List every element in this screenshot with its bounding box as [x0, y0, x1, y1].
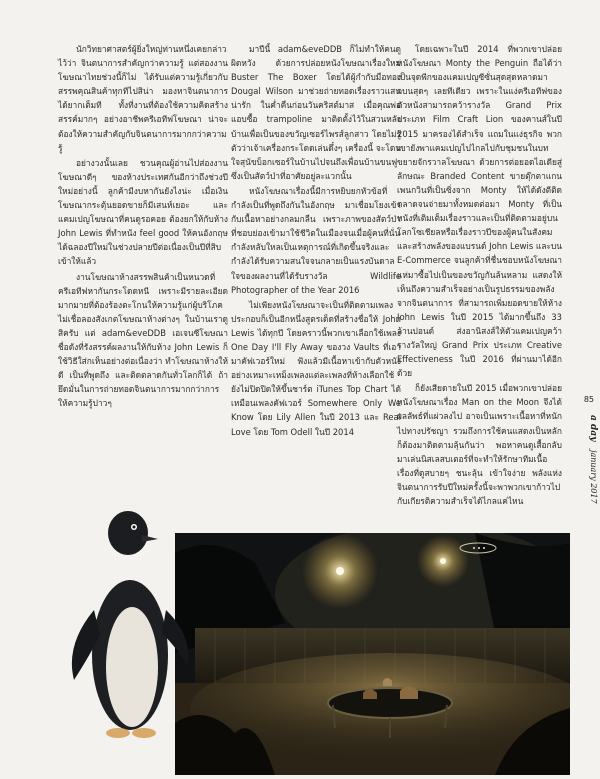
paragraph: งานโฆษณาห้างสรรพสินค้าเป็นหนวดที่ครีเอทีฟหากันกระโดดหนี เพราะมีรายละเอียดมากมายที่ต้องร้องตะโกนให้ความรู้แก่ผู้บริโภค ไม่เชื่อลองสังเกตโฆษณาห้างต่างๆ ในบ้านเราดูสิครับ แต่ adam&eveDDB เอเจนซีโฆษณาชื่อดังที่รังสรรค์ผลงานให้กับห้าง John Lewis ก็ใช้วิธีใส่กเห็นอย่างต่อเนื่องว่า ทำโฆษณาห้างให้ดี เป็นที่พูดถึง และติดตลาดกันทั่วโลกก็ได้ ถ้ายึดมั่นในการถ่ายทอดจินตนาการมากกว่าการให้ความรู้ปาวๆ [58, 271, 228, 409]
issue-date: january 2017 [589, 450, 598, 504]
magazine-name: a day [588, 415, 598, 442]
text-column-1 [58, 42, 228, 411]
page-number: 85 [583, 395, 594, 404]
text-column-2 [231, 42, 401, 440]
paragraph: ก็ยังเสียดายในปี 2015 เมื่อพวกเขาปล่อยหนังโฆษณาเรื่อง Man on the Moon จึงได้ผลลัพธ์ที่แผ่วลงไป อาจเป็นเพราะเนื้อหาที่หนักไปทางปรัชญา รวมถึงการใช้คนแสดงเป็นหลัก ก็ต้องมาติดตามลุ้นกันว่า พอหาคนดูเสื้อกลับมาเล่นนิสเลสบเตอร์ที่จะทำให้รักษาทีมเนื้อเรื่องที่ดูสบายๆ ชนะลุ้น เข้าใจง่าย พลังแห่งจินตนาการรับปีใหม่ครั้งนี้จะพาพวกเขาก้าวไปกับเกียรติความสำเร็จได้ไกลแค่ไหน [397, 383, 562, 506]
paragraph: มาปีนี้ adam&eveDDB ก็ไม่ทำให้คนดูผิดหวัง ด้วยการปล่อยหนังโฆษณาเรื่องใหม่ Buster The Boxer โดยได้ผู้กำกับมือทอง Dougal Wilson มาช่วยถ่ายทอดเรื่องราวแสนน่ารัก ในค่ำคืนก่อนวันคริสต์มาส เมื่อคุณพ่อแอบซื้อ trampoline มาติดตั้งไว้ในสวนหลังบ้านเพื่อเป็นของขวัญเซอร์ไพรส์ลูกสาว โดยไม่รู้ตัวว่าเจ้าเครื่องกระโดดเล่นดึ๋งๆ เครื่องนี้ จะโดนใจสุนัขบ็อกเซอร์ในบ้านไปจนถึงเพื่อนบ้านขนฟู ซึ่งเป็นสัตว์ป่าที่อาศัยอยู่ละแวกนั้น [231, 44, 401, 181]
paragraph: ไม่เพียงหนังโฆษณาจะเป็นที่ติดตามเพลงประกอบก็เป็นอีกหนึ่งสูตรเด็ดที่สร้างชื่อให้ John Lewis ได้ทุกปี โดยคราวนี้พวกเขาเลือกใช้เพลง One Day I'll Fly Away ของวง Vaults ที่เอามาคัฟเวอร์ใหม่ ฟังแล้วมีเนื้อหาเข้ากับตัวหนังอย่างเหมาะเหม็งเพลงแต่ละเพลงที่ห้างเลือกใช้ยังไม่ปิดปิดให้ขึ้นชาร์ต iTunes Top Chart ได้เหมือนเพลงคัฟเวอร์ Somewhere Only We Know โดย Lily Allen ในปี 2013 และ Real Love โดย Tom Odell ในปี 2014 [231, 299, 401, 437]
folio-masthead [588, 415, 598, 504]
paragraph: นักวิทยาศาสตร์ผู้ยิ่งใหญ่ท่านหนึ่งเคยกล่าวไว้ว่า จินตนาการสำคัญกว่าความรู้ แต่สองงานโฆษณาไทยช่วงนี้ก็ไม่ ได้รับแต่ความรู้เกี่ยวกับสรรพคุณสินค้าทุกทีไปสิน่า มองหาจินตนาการได้ยากเต็มที ทั้งที่งานที่ต้องใช้ความคิดสร้างสรรค์มากๆ อย่างอาชีพครีเอทีฟโฆษณา น่าจะต้องให้ความสำคัญกับจินตนาการมากกว่าความรู้ [58, 44, 228, 153]
paragraph: โดยเฉพาะในปี 2014 ที่พวกเขาปล่อยหนังโฆษณา Monty the Penguin ถือได้ว่าเป็นจุดพีกของแคมเปญซีซั่นสุดสุดหลาดมากบนสุดๆ เลยทีเดียว เพราะในแง่ครีเอทีฟของตัวหนังสามารถคว้ารางวัล Grand Prix ประเภท Film Craft Lion ของคานส์ในปี 2015 มาครองได้สำเร็จ แถมในแง่ธุรกิจ พวกเขายังพาแคมเปญไปไกลไปกับชุมชนในบทขยายจักรวาลโฆษณา ด้วยการต่อยอดไอเดียสู่ลักษณะ Branded Content ขายตุ๊กตาแกนเพนกวินที่เป็นซิ่งจาก Monty ให้ได้ดังตีติดตลาดจนจ่ายมาทั้งหมดต่อมา Monty ที่เป็นหนังที่เติมเต็มเรื่องราวและเป็นที่ติดตามอยู่บนโลกโซเชียลหรือเรื่องราวปีของผู้คนในสังคม และสร้างพลังของแบรนด์ John Lewis และบน E-Commerce จนลูกค้าที่ชื่นชอบหนังโฆษณาแห่มาซื้อไปเป็นของขวัญกันล้นหลาม แสดงให้เห็นถึงความสำเร็จอย่างเป็นรูปธรรมของพลังจากจินตนาการ ที่สามารถเพิ่มยอดขายให้ห้าง John Lewis ในปี 2015 ได้มากขึ้นถึง 33 ล้านปอนด์ ส่งอานิสงส์ให้ตัวแคมเปญคว้ารางวัลใหญ่ Grand Prix ประเภท Creative Effectiveness ในปี 2016 ที่ผ่านมาได้อีกด้วย [397, 44, 562, 379]
night-garden-photo [175, 533, 570, 775]
text-column-3 [397, 42, 562, 509]
paragraph: อย่างวงนั้นเลย ชวนคุณผู้อ่านไปส่องงานโฆษณาดีๆ ของห้างประเทศกันอีกว่าถึงช่วงปีใหม่อย่างนี้ ลูกค้ามีงบหากันยังไงน่ะ เมื่อเงินโฆษณากระตุ้นยอดขายก็มีเสนห์เยอะ และแคมเปญโฆษณาที่คนดูรอคอย ต้องยกให้กับห้าง John Lewis ที่ทำหนัง feel good ให้คนอังกฤษได้ฉลองปีใหม่ในช่วงปลายปีต่อเนื่องเป็นปีที่สิบเข้าให้แล้ว [58, 157, 228, 267]
penguin-image [70, 505, 190, 775]
paragraph: หนังโฆษณาเรื่องนี้มีการหยิบยกหัวข้อที่กำลังเป็นที่พูดถึงกันในอังกฤษ มาเชื่อมโยงเข้ากับเนื้อหาอย่างกลมกลืน เพราะภาพของสัตว์ป่าที่ชอบย่องเข้ามาใช้ชีวิตในเมืองจนเมื่อผู้คนที่นั่นกำลังหลับใหลเป็นเหตุการณ์ที่เกิดขึ้นจริงและกำลังได้รับความสนใจจนกลายเป็นแรงบันดาลใจของผลงานที่ได้รับรางวัล Wildlife Photographer of the Year 2016 [231, 185, 401, 295]
night-garden-illustration [175, 533, 570, 775]
penguin-illustration [70, 505, 190, 775]
